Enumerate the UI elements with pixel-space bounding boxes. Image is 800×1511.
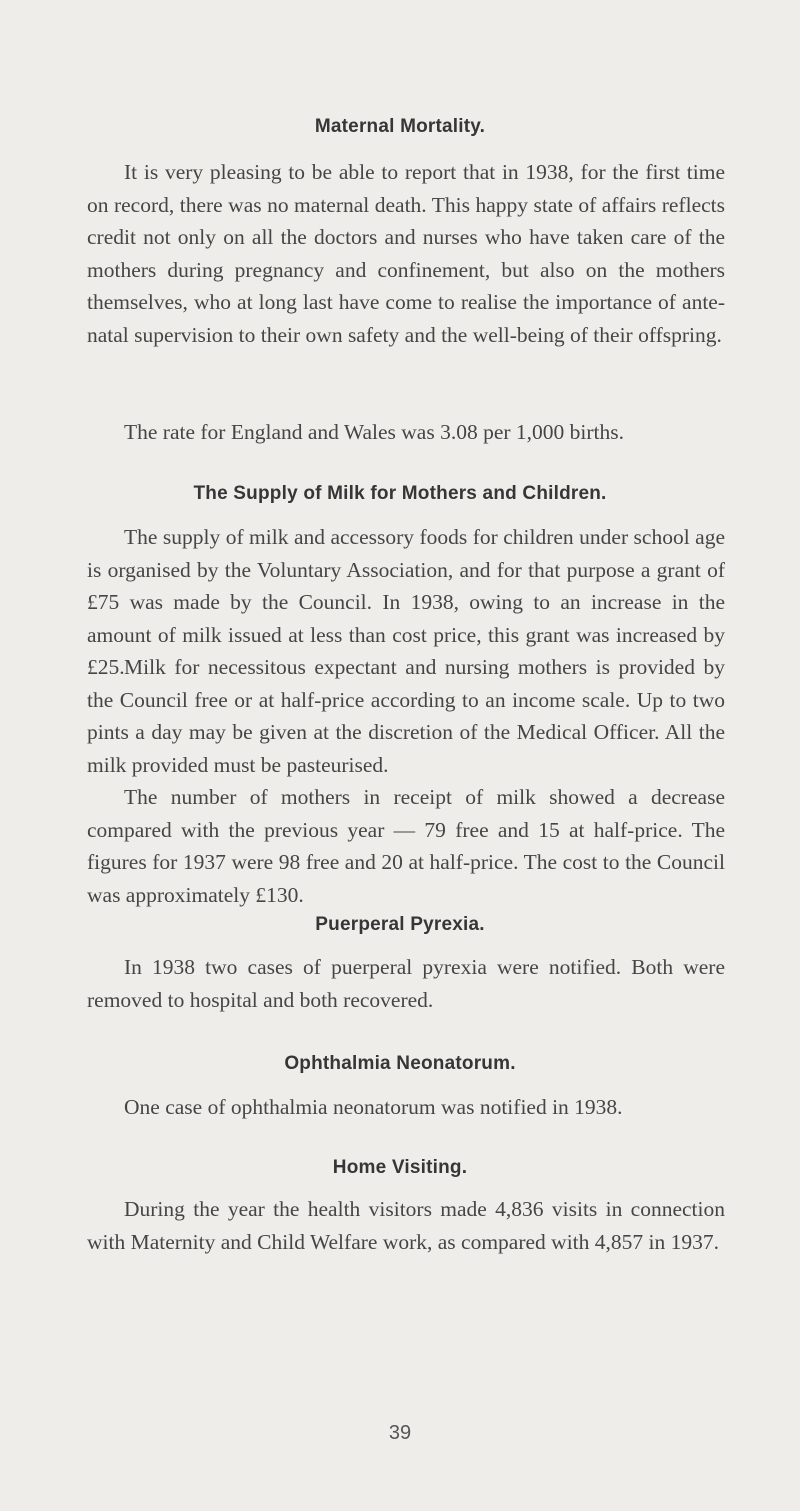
paragraph-milk-supply-1: The supply of milk and accessory foods for children under school age is organised by the Voluntary Association, and for that purpose a grant of £75 was made by the Council. In 1938, owing to an increase in the amount of milk issued at less than cost price, this grant was increased by £25. xyxy=(87,525,725,680)
paragraph-milk-supply-2: Milk for necessitous expectant and nursing mothers is provided by the Council free or at half-price according to an income scale. Up to two pints a day may be given at the discretion of the Medical Officer. All the milk provided must be pasteurised. xyxy=(87,655,725,777)
paragraph-maternal-mortality-1: It is very pleasing to be able to report that in 1938, for the first time on record, there was no maternal death. This happy state of affairs reflects credit not only on all the doctors and nurses who have taken care of the mothers during pregnancy and confinement, but also on the mothers themselves, who at long last have come to realise the importance of ante-natal supervision to their own safety and the well-being of their offspring. xyxy=(87,160,725,347)
heading-home-visiting: Home Visiting. xyxy=(332,1157,468,1178)
heading-milk-supply: The Supply of Milk for Mothers and Children. xyxy=(193,483,607,504)
heading-maternal-mortality: Maternal Mortality. xyxy=(314,116,486,137)
paragraph-maternal-mortality-2: The rate for England and Wales was 3.08 per 1,000 births. xyxy=(124,420,625,444)
heading-puerperal-pyrexia: Puerperal Pyrexia. xyxy=(315,914,485,935)
paragraph-milk-supply-3: The number of mothers in receipt of milk showed a decrease compared with the previous year — 79 free and 15 at half-price. The figures for 1937 were 98 free and 20 at half-price. The cost to the Council was approximately £130. xyxy=(87,785,725,907)
page-number: 39 xyxy=(388,1422,412,1444)
paragraph-puerperal-pyrexia: In 1938 two cases of puerperal pyrexia were notified. Both were removed to hospital and both recovered. xyxy=(87,955,725,1012)
paragraph-home-visiting: During the year the health visitors made 4,836 visits in connection with Maternity and Child Welfare work, as compared with 4,857 in 1937. xyxy=(87,1197,725,1254)
paragraph-ophthalmia-neonatorum: One case of ophthalmia neonatorum was notified in 1938. xyxy=(124,1095,623,1119)
heading-ophthalmia-neonatorum: Ophthalmia Neonatorum. xyxy=(284,1053,516,1074)
